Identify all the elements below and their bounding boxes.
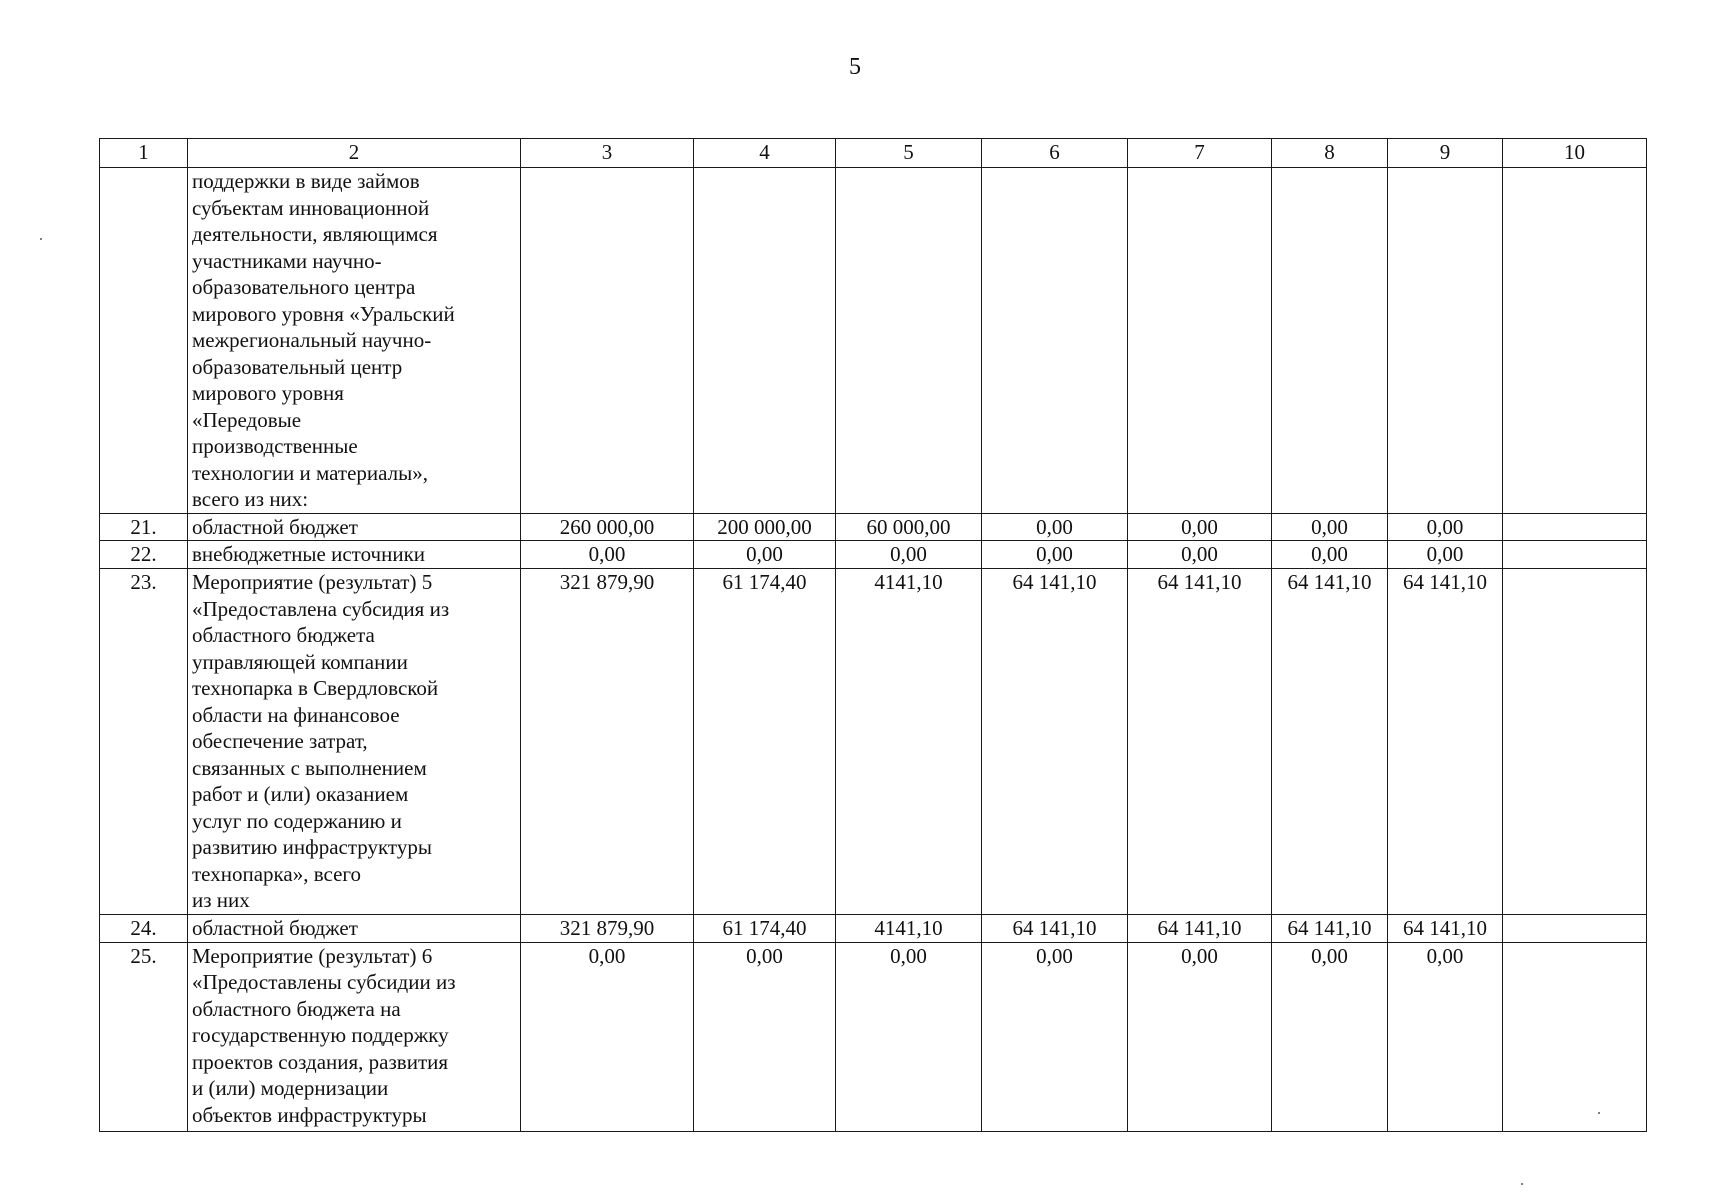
row-description <box>188 168 521 514</box>
value-cell: 0,00 <box>1272 541 1388 569</box>
description-line: из них <box>192 888 250 912</box>
description-line: образовательного центра <box>192 275 416 299</box>
value-cell <box>1503 513 1647 541</box>
value-cell: 64 141,10 <box>982 569 1128 915</box>
description-line: областного бюджета <box>192 623 375 647</box>
value-cell: 0,00 <box>1128 942 1272 1131</box>
value-cell: 60 000,00 <box>836 513 982 541</box>
value-cell: 0,00 <box>1128 541 1272 569</box>
value-cell: 0,00 <box>521 942 694 1131</box>
budget-table <box>99 138 1647 1132</box>
value-cell: 64 141,10 <box>1128 569 1272 915</box>
row-index: 24. <box>100 914 188 942</box>
description-line: управляющей компании <box>192 649 408 674</box>
table-row <box>100 914 1647 942</box>
description-line: технопарка», всего <box>192 861 362 886</box>
description-line: производственные <box>192 434 358 458</box>
value-cell <box>1503 942 1647 1131</box>
table-row <box>100 569 1647 915</box>
value-cell: 61 174,40 <box>694 569 836 915</box>
value-cell <box>1272 168 1388 514</box>
row-description <box>188 914 521 942</box>
value-cell <box>1503 569 1647 915</box>
description-line: технологии и материалы», <box>192 460 428 485</box>
row-description <box>188 569 521 915</box>
column-number-row <box>100 139 1647 168</box>
description-line: и (или) модернизации <box>192 1076 389 1100</box>
value-cell: 0,00 <box>836 942 982 1131</box>
row-description <box>188 942 521 1131</box>
value-cell: 64 141,10 <box>1128 914 1272 942</box>
description-line: «Передовые <box>192 407 302 432</box>
value-cell <box>1503 168 1647 514</box>
description-line: участниками научно- <box>192 248 382 273</box>
description-line: проектов создания, развития <box>192 1049 449 1074</box>
value-cell: 321 879,90 <box>521 914 694 942</box>
description-line: связанных с выполнением <box>192 755 427 780</box>
description-line: области на финансовое <box>192 702 400 727</box>
column-header: 8 <box>1272 139 1388 168</box>
description-line: деятельности, являющимся <box>192 222 438 246</box>
value-cell: 64 141,10 <box>1272 569 1388 915</box>
value-cell: 0,00 <box>1272 513 1388 541</box>
column-header: 6 <box>982 139 1128 168</box>
value-cell: 64 141,10 <box>1388 914 1503 942</box>
scan-speck <box>1521 1183 1523 1185</box>
value-cell <box>982 168 1128 514</box>
description-line: субъектам инновационной <box>192 195 430 220</box>
table-header <box>100 139 1647 168</box>
column-header: 10 <box>1503 139 1647 168</box>
page-number: 5 <box>849 54 861 80</box>
value-cell <box>521 168 694 514</box>
value-cell <box>836 168 982 514</box>
value-cell: 0,00 <box>982 942 1128 1131</box>
value-cell: 260 000,00 <box>521 513 694 541</box>
value-cell: 0,00 <box>836 541 982 569</box>
table-body <box>100 168 1647 1132</box>
description-line: Мероприятие (результат) 5 <box>192 570 433 594</box>
row-index: 25. <box>100 942 188 1131</box>
row-description <box>188 541 521 569</box>
description-line: всего из них: <box>192 487 309 511</box>
value-cell: 0,00 <box>1272 942 1388 1131</box>
row-index <box>100 168 188 514</box>
value-cell: 4141,10 <box>836 569 982 915</box>
value-cell: 0,00 <box>1388 942 1503 1131</box>
column-header: 1 <box>100 139 188 168</box>
value-cell <box>1388 168 1503 514</box>
table-row <box>100 942 1647 1131</box>
value-cell: 0,00 <box>982 513 1128 541</box>
table-row <box>100 168 1647 514</box>
value-cell <box>694 168 836 514</box>
description-line: внебюджетные источники <box>192 542 426 566</box>
description-line: областной бюджет <box>192 514 358 539</box>
value-cell: 0,00 <box>1388 513 1503 541</box>
value-cell: 0,00 <box>694 541 836 569</box>
description-line: областного бюджета на <box>192 996 401 1021</box>
column-header: 4 <box>694 139 836 168</box>
value-cell: 4141,10 <box>836 914 982 942</box>
value-cell: 64 141,10 <box>982 914 1128 942</box>
column-header: 3 <box>521 139 694 168</box>
description-line: Мероприятие (результат) 6 <box>192 943 433 968</box>
description-line: технопарка в Свердловской <box>192 676 439 700</box>
value-cell: 0,00 <box>1128 513 1272 541</box>
value-cell: 61 174,40 <box>694 914 836 942</box>
description-line: объектов инфраструктуры <box>192 1102 427 1127</box>
description-line: поддержки в виде займов <box>192 169 420 193</box>
description-line: межрегиональный научно- <box>192 328 432 352</box>
value-cell: 64 141,10 <box>1272 914 1388 942</box>
description-line: образовательный центр <box>192 354 403 379</box>
scan-speck <box>40 238 42 240</box>
row-index: 23. <box>100 569 188 915</box>
value-cell <box>1503 914 1647 942</box>
column-header: 7 <box>1128 139 1272 168</box>
description-line: мирового уровня «Уральский <box>192 301 455 326</box>
row-index: 22. <box>100 541 188 569</box>
column-header: 5 <box>836 139 982 168</box>
row-index: 21. <box>100 513 188 541</box>
row-description <box>188 513 521 541</box>
description-line: мирового уровня <box>192 381 344 405</box>
description-line: развитию инфраструктуры <box>192 835 432 859</box>
description-line: обеспечение затрат, <box>192 729 368 753</box>
description-line: государственную поддержку <box>192 1023 449 1047</box>
scan-speck <box>1598 1112 1600 1114</box>
table-row <box>100 541 1647 569</box>
description-line: услуг по содержанию и <box>192 808 402 833</box>
value-cell: 321 879,90 <box>521 569 694 915</box>
description-line: работ и (или) оказанием <box>192 782 409 806</box>
table-row <box>100 513 1647 541</box>
value-cell <box>1128 168 1272 514</box>
column-header: 9 <box>1388 139 1503 168</box>
description-line: «Предоставлена субсидия из <box>192 596 450 621</box>
value-cell: 200 000,00 <box>694 513 836 541</box>
value-cell <box>1503 541 1647 569</box>
value-cell: 0,00 <box>521 541 694 569</box>
value-cell: 0,00 <box>1388 541 1503 569</box>
description-line: областной бюджет <box>192 915 358 940</box>
column-header: 2 <box>188 139 521 168</box>
value-cell: 0,00 <box>694 942 836 1131</box>
value-cell: 64 141,10 <box>1388 569 1503 915</box>
value-cell: 0,00 <box>982 541 1128 569</box>
description-line: «Предоставлены субсидии из <box>192 970 456 994</box>
